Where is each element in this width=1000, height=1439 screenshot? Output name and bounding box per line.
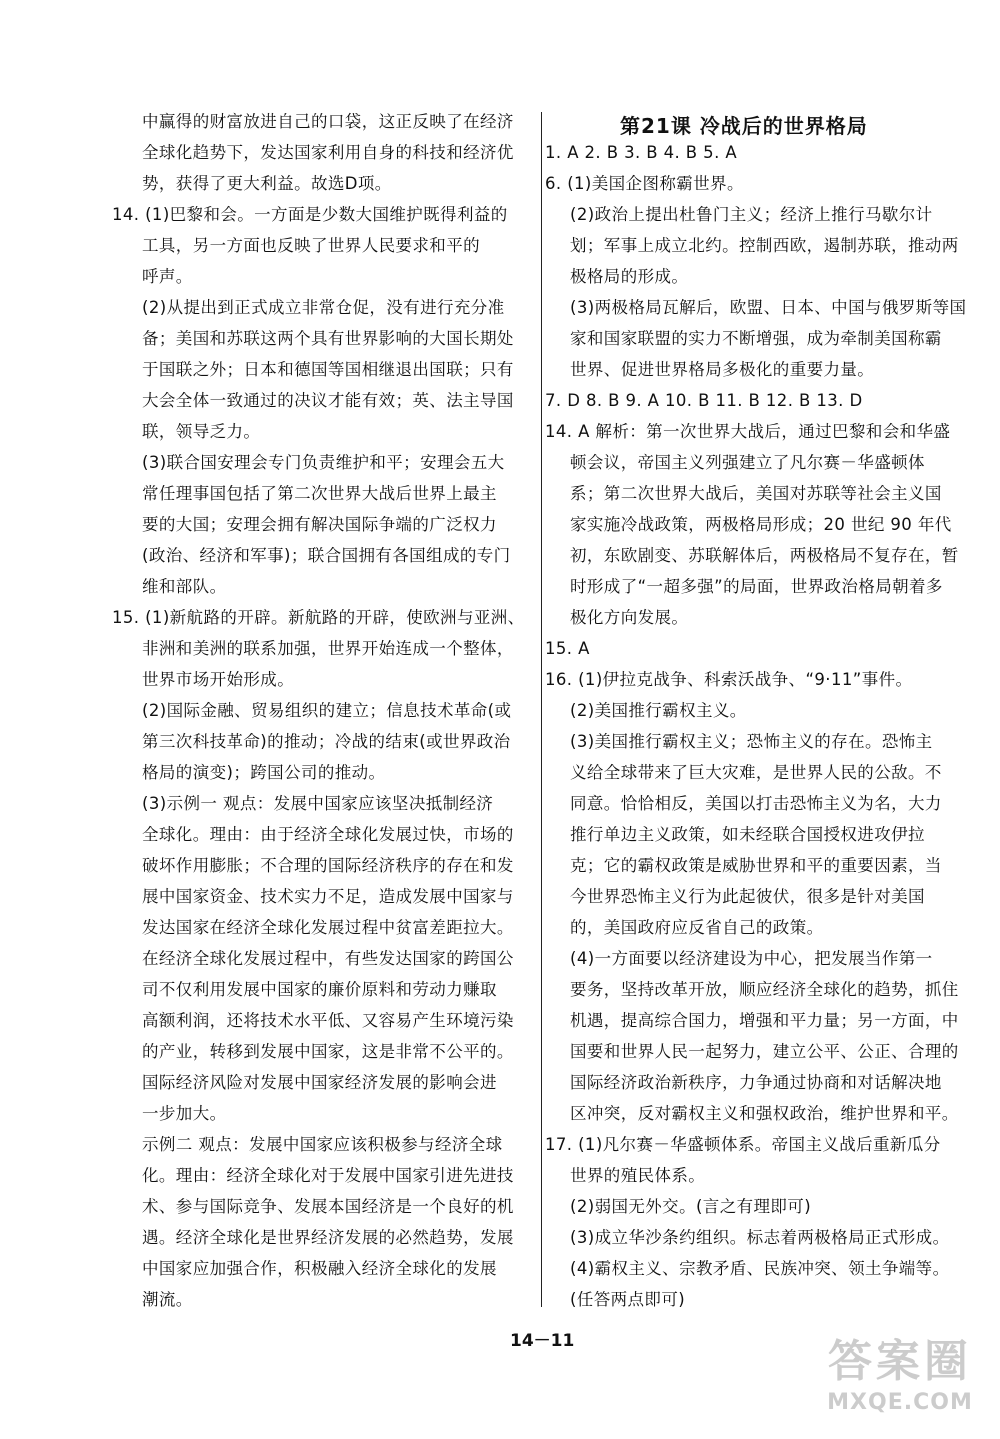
text-line: 破坏作用膨胀；不合理的国际经济秩序的存在和发 [142, 856, 514, 875]
text-line: 16. (1)伊拉克战争、科索沃战争、“9·11”事件。 [545, 670, 913, 689]
text-line: 机遇，提高综合国力，增强和平力量；另一方面，中 [570, 1011, 959, 1030]
text-line: 示例二 观点：发展中国家应该积极参与经济全球 [142, 1135, 503, 1154]
text-line: 的，美国政府应反省自己的政策。 [570, 918, 824, 937]
text-line: 区冲突，反对霸权主义和强权政治，维护世界和平。 [570, 1104, 959, 1123]
text-line: 家和国家联盟的实力不断增强，成为牵制美国称霸 [570, 329, 942, 348]
text-line: 一步加大。 [142, 1104, 227, 1123]
text-line: 在经济全球化发展过程中，有些发达国家的跨国公 [142, 949, 514, 968]
text-line: 7. D 8. B 9. A 10. B 11. B 12. B 13. D [545, 391, 863, 410]
text-line: 的产业，转移到发展中国家，这是非常不公平的。 [142, 1042, 514, 1061]
text-line: (4)霸权主义、宗教矛盾、民族冲突、领土争端等。 [570, 1259, 950, 1278]
text-line: 义给全球带来了巨大灾难，是世界人民的公敌。不 [570, 763, 942, 782]
text-line: 17. (1)凡尔赛－华盛顿体系。帝国主义战后重新瓜分 [545, 1135, 941, 1154]
text-line: (2)弱国无外交。(言之有理即可) [570, 1197, 812, 1216]
text-line: 国要和世界人民一起努力，建立公平、公正、合理的 [570, 1042, 959, 1061]
text-line: (2)从提出到正式成立非常仓促，没有进行充分准 [142, 298, 505, 317]
text-line: 联，领导乏力。 [142, 422, 261, 441]
text-line: 遇。经济全球化是世界经济发展的必然趋势，发展 [142, 1228, 514, 1247]
text-line: 中赢得的财富放进自己的口袋，这正反映了在经济 [142, 112, 514, 131]
text-line: 要务，坚持改革开放，顺应经济全球化的趋势，抓住 [570, 980, 959, 999]
text-line: (3)美国推行霸权主义；恐怖主义的存在。恐怖主 [570, 732, 933, 751]
text-line: 同意。恰恰相反，美国以打击恐怖主义为名，大力 [570, 794, 942, 813]
text-line: 司不仅利用发展中国家的廉价原料和劳动力赚取 [142, 980, 497, 999]
text-line: 世界市场开始形成。 [142, 670, 295, 689]
text-line: 15. A [545, 639, 590, 658]
text-line: (2)美国推行霸权主义。 [570, 701, 747, 720]
text-line: 第三次科技革命)的推动；冷战的结束(或世界政治 [142, 732, 511, 751]
watermark-logo [810, 1334, 990, 1434]
text-line: 系；第二次世界大战后，美国对苏联等社会主义国 [570, 484, 942, 503]
text-line: 常任理事国包括了第二次世界大战后世界上最主 [142, 484, 497, 503]
text-line: 全球化。理由：由于经济全球化发展过快，市场的 [142, 825, 514, 844]
text-line: 术、参与国际竞争、发展本国经济是一个良好的机 [142, 1197, 514, 1216]
text-line: 工具，另一方面也反映了世界人民要求和平的 [142, 236, 480, 255]
text-line: 展中国家资金、技术实力不足，造成发展中国家与 [142, 887, 514, 906]
text-line: (3)示例一 观点：发展中国家应该坚决抵制经济 [142, 794, 494, 813]
text-line: (2)政治上提出杜鲁门主义；经济上推行马歇尔计 [570, 205, 933, 224]
text-line: 大会全体一致通过的决议才能有效；英、法主导国 [142, 391, 514, 410]
text-line: 高额利润，还将技术水平低、又容易产生环境污染 [142, 1011, 514, 1030]
watermark-url: MXQE.COM [827, 1390, 973, 1415]
text-line: (政治、经济和军事)；联合国拥有各国组成的专门 [142, 546, 511, 565]
text-line: 势，获得了更大利益。故选D项。 [142, 174, 392, 193]
text-line: 潮流。 [142, 1290, 193, 1309]
text-line: 今世界恐怖主义行为此起彼伏，很多是针对美国 [570, 887, 925, 906]
text-line: 要的大国；安理会拥有解决国际争端的广泛权力 [142, 515, 497, 534]
text-line: 初，东欧剧变、苏联解体后，两极格局不复存在，暂 [570, 546, 959, 565]
text-line: 家实施冷战政策，两极格局形成；20 世纪 90 年代 [570, 515, 952, 534]
lesson-title: 第21课 冷战后的世界格局 [620, 114, 868, 138]
text-line: 中国家应加强合作，积极融入经济全球化的发展 [142, 1259, 497, 1278]
text-line: 化。理由：经济全球化对于发展中国家引进先进技 [142, 1166, 514, 1185]
page-number: 14－11 [510, 1331, 575, 1351]
text-line: 顿会议，帝国主义列强建立了凡尔赛－华盛顿体 [570, 453, 925, 472]
text-line: 1. A 2. B 3. B 4. B 5. A [545, 143, 738, 162]
text-line: 于国联之外；日本和德国等国相继退出国联；只有 [142, 360, 514, 379]
text-line: (3)成立华沙条约组织。标志着两极格局正式形成。 [570, 1228, 950, 1247]
text-line: 极化方向发展。 [570, 608, 689, 627]
text-line: 14. (1)巴黎和会。一方面是少数大国维护既得利益的 [112, 205, 508, 224]
text-line: 世界、促进世界格局多极化的重要力量。 [570, 360, 875, 379]
text-line: 14. A 解析：第一次世界大战后，通过巴黎和会和华盛 [545, 422, 951, 441]
text-line: (3)联合国安理会专门负责维护和平；安理会五大 [142, 453, 505, 472]
column-divider [541, 112, 542, 1307]
text-line: 极格局的形成。 [570, 267, 689, 286]
text-line: 发达国家在经济全球化发展过程中贫富差距拉大。 [142, 918, 514, 937]
text-line: 时形成了“一超多强”的局面，世界政治格局朝着多 [570, 577, 943, 596]
text-line: 国际经济政治新秩序，力争通过协商和对话解决地 [570, 1073, 942, 1092]
text-line: 备；美国和苏联这两个具有世界影响的大国长期处 [142, 329, 514, 348]
text-line: (2)国际金融、贸易组织的建立；信息技术革命(或 [142, 701, 512, 720]
text-line: 格局的演变)；跨国公司的推动。 [142, 763, 386, 782]
text-line: 世界的殖民体系。 [570, 1166, 706, 1185]
watermark-main-text: 答案圈 [828, 1336, 972, 1387]
text-line: 克；它的霸权政策是威胁世界和平的重要因素，当 [570, 856, 942, 875]
text-line: 全球化趋势下，发达国家利用自身的科技和经济优 [142, 143, 514, 162]
text-line: 15. (1)新航路的开辟。新航路的开辟，使欧洲与亚洲、 [112, 608, 525, 627]
text-line: 维和部队。 [142, 577, 227, 596]
text-line: 非洲和美洲的联系加强，世界开始连成一个整体， [142, 639, 514, 658]
text-line: 国际经济风险对发展中国家经济发展的影响会进 [142, 1073, 497, 1092]
text-line: (3)两极格局瓦解后，欧盟、日本、中国与俄罗斯等国 [570, 298, 967, 317]
text-line: 6. (1)美国企图称霸世界。 [545, 174, 744, 193]
text-line: (4)一方面要以经济建设为中心，把发展当作第一 [570, 949, 933, 968]
text-line: 推行单边主义政策，如未经联合国授权进攻伊拉 [570, 825, 925, 844]
text-line: 呼声。 [142, 267, 193, 286]
text-line: (任答两点即可) [570, 1290, 686, 1309]
text-line: 划；军事上成立北约。控制西欧，遏制苏联，推动两 [570, 236, 959, 255]
